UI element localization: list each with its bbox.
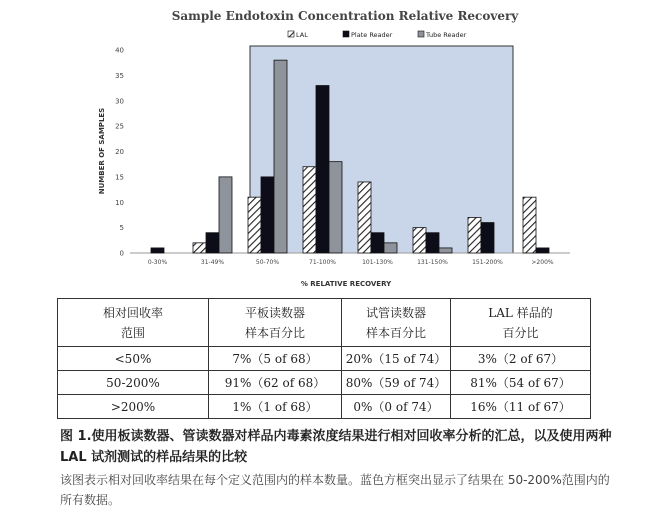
y-axis-label: NUMBER OF SAMPLES bbox=[98, 107, 106, 195]
summary-table bbox=[57, 298, 591, 419]
bar-lal bbox=[358, 182, 371, 253]
bar-plate-reader bbox=[426, 233, 439, 253]
bar-lal bbox=[413, 228, 426, 253]
x-tick-label: 131-150% bbox=[417, 259, 448, 266]
table-cell: 81%（54 of 67） bbox=[451, 371, 591, 395]
header-plate-reader: 平板读数器 样本百分比 bbox=[209, 299, 342, 347]
y-tick-label: 20 bbox=[115, 148, 124, 156]
table-cell: >200% bbox=[58, 395, 209, 419]
table-cell: 3%（2 of 67） bbox=[451, 347, 591, 371]
table-cell: 16%（11 of 67） bbox=[451, 395, 591, 419]
bar-plate-reader bbox=[481, 223, 494, 253]
y-tick-label: 40 bbox=[115, 46, 124, 55]
bar-lal bbox=[248, 197, 261, 253]
bar-lal bbox=[468, 217, 481, 253]
legend-label: Plate Reader bbox=[351, 31, 393, 39]
bar-tube-reader bbox=[274, 60, 287, 253]
bar-plate-reader bbox=[206, 233, 219, 253]
figure-caption-body: 该图表示相对回收率结果在每个定义范围内的样本数量。蓝色方框突出显示了结果在 50-200%范围内的所有数据。 bbox=[60, 473, 610, 507]
legend-swatch bbox=[288, 31, 294, 37]
chart-title: Sample Endotoxin Concentration Relative Recovery bbox=[171, 9, 519, 23]
bar-tube-reader bbox=[219, 177, 232, 253]
y-tick-label: 25 bbox=[115, 122, 124, 131]
y-tick-label: 10 bbox=[115, 198, 124, 207]
header-lal: LAL 样品的 百分比 bbox=[451, 299, 591, 347]
bar-plate-reader bbox=[316, 86, 329, 253]
y-tick-label: 0 bbox=[119, 249, 124, 258]
legend-swatch bbox=[418, 31, 424, 37]
table-header-row bbox=[58, 299, 591, 347]
bar-tube-reader bbox=[329, 162, 342, 253]
header-range: 相对回收率 范围 bbox=[58, 299, 209, 347]
table-cell: 1%（1 of 68） bbox=[209, 395, 342, 419]
x-axis-label: % RELATIVE RECOVERY bbox=[300, 280, 392, 288]
legend-label: Tube Reader bbox=[426, 31, 467, 39]
x-tick-label: 31-49% bbox=[200, 259, 225, 266]
bar-tube-reader bbox=[439, 248, 452, 253]
bar-plate-reader bbox=[151, 248, 164, 253]
chart-legend bbox=[288, 31, 467, 39]
table-cell: 91%（62 of 68） bbox=[209, 371, 342, 395]
table-row bbox=[58, 395, 591, 419]
y-tick-label: 30 bbox=[115, 97, 124, 106]
bar-plate-reader bbox=[261, 177, 274, 253]
table-cell: 0%（0 of 74） bbox=[342, 395, 451, 419]
x-tick-label: >200% bbox=[531, 259, 554, 266]
bar-plate-reader bbox=[536, 248, 549, 253]
table-cell: 20%（15 of 74） bbox=[342, 347, 451, 371]
legend-swatch bbox=[343, 31, 349, 37]
table-cell: 80%（59 of 74） bbox=[342, 371, 451, 395]
x-tick-label: 151-200% bbox=[472, 259, 503, 266]
y-tick-label: 5 bbox=[119, 224, 124, 233]
bar-tube-reader bbox=[384, 243, 397, 253]
bar-lal bbox=[523, 197, 536, 253]
figure-caption-title: 图 1.使用板读数器、管读数器对样品内毒素浓度结果进行相对回收率分析的汇总，以及使用两种 LAL 试剂测试的样品结果的比较 bbox=[60, 429, 612, 465]
y-tick-label: 15 bbox=[115, 173, 124, 182]
x-tick-label: 0-30% bbox=[147, 259, 168, 266]
legend-label: LAL bbox=[296, 31, 308, 39]
header-tube-reader: 试管读数器 样本百分比 bbox=[342, 299, 451, 347]
table-cell: 50-200% bbox=[58, 371, 209, 395]
bar-lal bbox=[193, 243, 206, 253]
x-tick-label: 101-130% bbox=[362, 259, 393, 266]
table-row bbox=[58, 347, 591, 371]
x-tick-label: 71-100% bbox=[309, 259, 336, 266]
y-tick-label: 35 bbox=[115, 71, 124, 80]
bar-plate-reader bbox=[371, 233, 384, 253]
table-cell: 7%（5 of 68） bbox=[209, 347, 342, 371]
x-tick-label: 50-70% bbox=[255, 259, 280, 266]
table-row bbox=[58, 371, 591, 395]
bar-lal bbox=[303, 167, 316, 253]
table-cell: <50% bbox=[58, 347, 209, 371]
